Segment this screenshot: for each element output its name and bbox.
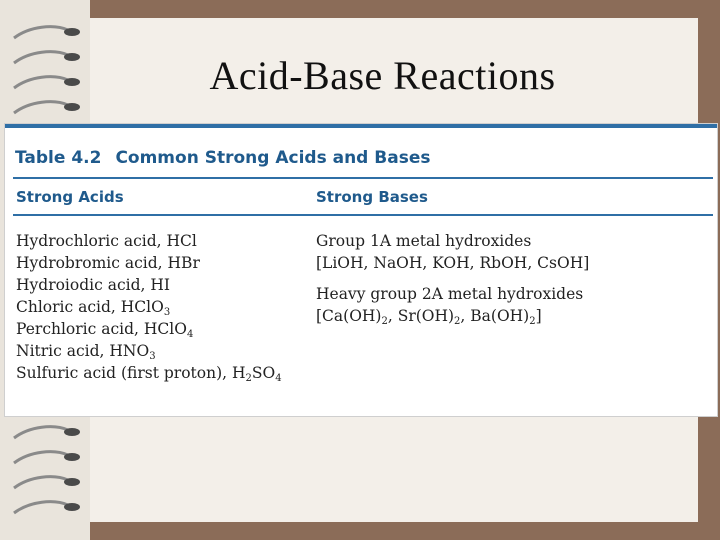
- acids-formula: HClO: [143, 320, 187, 338]
- bases-formula-subscript: 2: [454, 316, 461, 327]
- bases-row: [316, 252, 589, 274]
- bases-formula-subscript: 2: [381, 316, 388, 327]
- acids-formula-subscript: 3: [149, 351, 156, 362]
- acids-row: [16, 252, 282, 274]
- bases-name: Group 1A metal hydroxides: [316, 232, 532, 250]
- acids-name: Perchloric acid,: [16, 320, 144, 338]
- acids-row: [16, 318, 282, 340]
- slide-title: Acid-Base Reactions: [209, 53, 556, 98]
- acids-formula: HBr: [167, 254, 200, 272]
- bases-formula: [LiOH, NaOH, KOH, RbOH, CsOH]: [316, 254, 590, 272]
- acids-formula-subscript: 4: [186, 329, 194, 340]
- acids-name: Hydroiodic acid,: [16, 276, 151, 294]
- acids-formula-subscript: 4: [275, 373, 282, 384]
- acids-row: [16, 230, 282, 252]
- bases-formula: , Sr(OH): [387, 307, 455, 325]
- table-number: Table 4.2: [15, 148, 102, 168]
- strong-acids-list: [16, 230, 282, 384]
- acids-row: [16, 340, 282, 362]
- acids-row: [16, 296, 282, 318]
- acids-row: [16, 274, 282, 296]
- bases-row: [316, 230, 589, 252]
- bases-row: [316, 305, 589, 327]
- binder-ring-icon: [10, 422, 82, 444]
- acids-formula: SO: [251, 364, 276, 382]
- acids-formula: HClO: [120, 298, 164, 316]
- table-top-rule: [5, 124, 717, 128]
- acids-formula: H: [232, 364, 246, 382]
- binder-ring-icon: [10, 22, 82, 44]
- acids-formula: HNO: [109, 342, 150, 360]
- strong-bases-list: [316, 230, 589, 327]
- bases-name: Heavy group 2A metal hydroxides: [316, 285, 584, 303]
- acids-name: Hydrobromic acid,: [16, 254, 168, 272]
- binder-ring-icon: [10, 472, 82, 494]
- bases-row: [316, 283, 589, 305]
- binder-ring-icon: [10, 97, 82, 119]
- bases-formula: , Ba(OH): [460, 307, 530, 325]
- table-caption: [15, 148, 430, 168]
- strong-acids-bases-table: [4, 123, 718, 417]
- column-header-strong-bases: Strong Bases: [316, 188, 428, 206]
- column-header-strong-acids: Strong Acids: [16, 188, 124, 206]
- bases-formula-subscript: 2: [529, 316, 536, 327]
- acids-name: Hydrochloric acid,: [16, 232, 167, 250]
- acids-formula: HI: [150, 276, 171, 294]
- acids-name: Sulfuric acid (first proton),: [16, 364, 232, 382]
- acids-name: Nitric acid,: [16, 342, 110, 360]
- acids-name: Chloric acid,: [16, 298, 121, 316]
- acids-row: [16, 362, 282, 384]
- acids-formula-subscript: 3: [163, 307, 171, 318]
- bases-formula: [Ca(OH): [316, 307, 382, 325]
- binder-ring-icon: [10, 447, 82, 469]
- bases-formula: ]: [535, 307, 542, 325]
- binder-ring-icon: [10, 497, 82, 519]
- header-rule-top: [13, 177, 713, 179]
- acids-formula: HCl: [166, 232, 197, 250]
- table-caption-text: Common Strong Acids and Bases: [115, 148, 431, 168]
- header-rule-bottom: [13, 214, 713, 216]
- acids-formula-subscript: 2: [245, 373, 252, 384]
